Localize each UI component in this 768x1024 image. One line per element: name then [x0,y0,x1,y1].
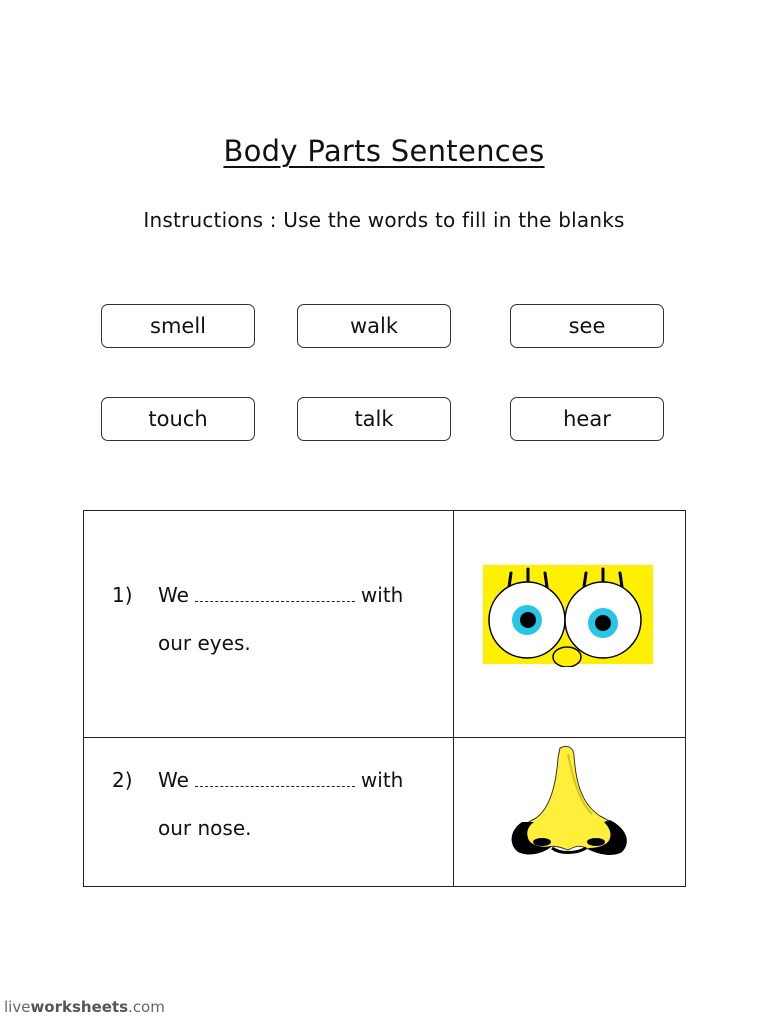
answer-blank-1[interactable] [195,583,355,602]
sentence-end: with [360,768,404,792]
sentence-row [84,511,686,738]
footer-prefix: live [4,998,31,1016]
word-option-smell[interactable]: smell [101,304,255,348]
sentence-2 [112,756,403,852]
footer-suffix: .com [128,998,165,1016]
sentence-end: with [360,583,404,607]
word-option-touch[interactable]: touch [101,397,255,441]
page-title: Body Parts Sentences [223,134,545,168]
sentence-start: We [158,583,189,607]
picture-cell [454,738,686,887]
sentence-text-cell [84,511,454,738]
sentence-row [84,738,686,887]
sentence-1 [112,571,403,667]
sentence-start: We [158,768,189,792]
word-option-see[interactable]: see [510,304,664,348]
sentence-line2: our nose. [158,816,252,840]
footer-brand[interactable] [4,998,165,1016]
sentence-number: 2) [112,768,133,792]
sentence-text-cell [84,738,454,887]
sentence-number: 1) [112,583,133,607]
word-option-talk[interactable]: talk [297,397,451,441]
word-option-hear[interactable]: hear [510,397,664,441]
word-option-walk[interactable]: walk [297,304,451,348]
picture-cell [454,511,686,738]
cartoon-nose-icon [508,744,632,860]
footer-brand-name: worksheets [30,998,129,1016]
cartoon-eyes-icon [483,565,653,667]
sentences-table [83,510,686,887]
answer-blank-2[interactable] [195,768,355,787]
instructions-text: Instructions : Use the words to fill in the blanks [143,208,625,232]
sentence-line2: our eyes. [158,631,251,655]
